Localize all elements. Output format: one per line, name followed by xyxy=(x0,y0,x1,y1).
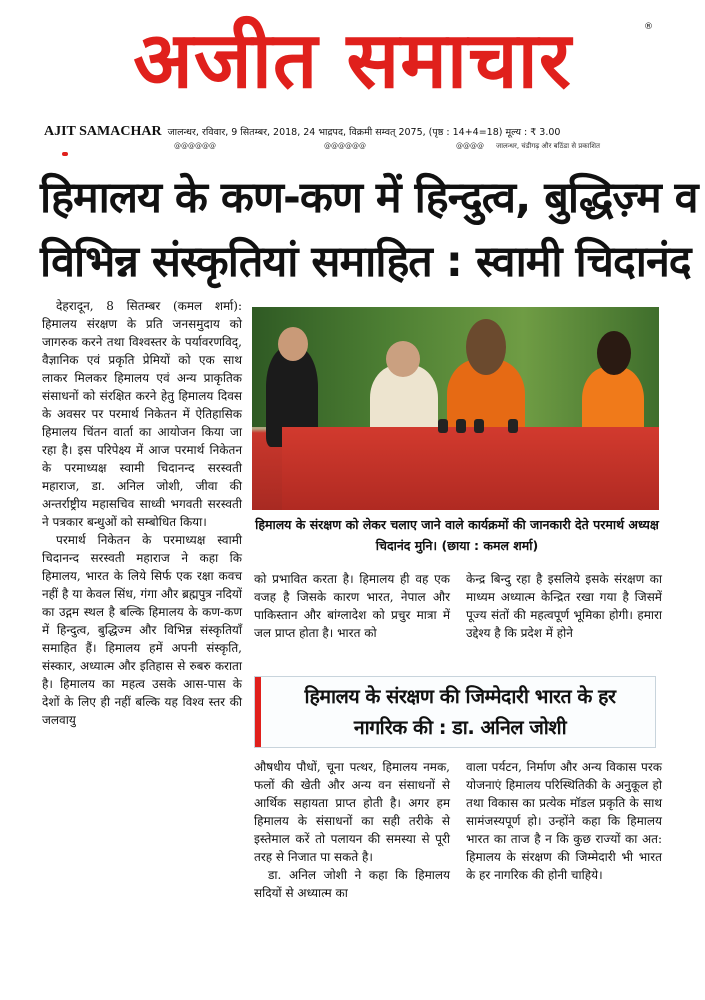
subheadline-accent-bar xyxy=(255,677,261,747)
edition-code-3: @@@@ xyxy=(456,142,484,150)
subheadline-line-2: नागरिक की : डा. अनिल जोशी xyxy=(353,716,567,739)
headline-line-1: हिमालय के कण-कण में हिन्दुत्व, बुद्धिज़्म व xyxy=(40,173,698,223)
article-column-5 xyxy=(466,758,662,884)
microphone xyxy=(474,419,484,433)
photo-caption: हिमालय के संरक्षण को लेकर चलाए जाने वाले कार्यक्रमों की जानकारी देते परमार्थ अध्यक्ष चिदानंद मुनि। (छाया : कमल शर्मा) xyxy=(255,517,659,553)
edition-code-1: @@@@@@ xyxy=(174,142,216,150)
paragraph: वाला पर्यटन, निर्माण और अन्य विकास परक योजनाएं हिमालय परिस्थितिकी के अनुकूल हो तथा विकास का प्रत्येक मॉडल प्रकृति के साथ सामंजस्यपूर्ण हो। उन्होंने कहा कि हिमालय भारत का ताज है न कि कुछ राज्यों का अत: हिमालय के संरक्षण की जिम्मेदारी भी भारत के हर नागरिक की होनी चाहिये। xyxy=(466,760,662,882)
person-2-head xyxy=(386,341,420,377)
red-mark xyxy=(62,152,68,156)
brand-name: AJIT SAMACHAR xyxy=(44,124,162,139)
masthead-title: अजीत समाचार xyxy=(133,16,572,106)
red-table xyxy=(282,427,659,510)
registered-mark: ® xyxy=(644,22,653,32)
article-column-3 xyxy=(466,570,662,642)
subheadline-text xyxy=(265,681,655,743)
microphone xyxy=(508,419,518,433)
person-3-head xyxy=(466,319,506,375)
article-column-2 xyxy=(254,570,450,642)
edition-code-2: @@@@@@ xyxy=(324,142,366,150)
subheadline-box xyxy=(254,676,656,748)
article-column-1 xyxy=(42,297,242,729)
subheadline-line-1: हिमालय के संरक्षण की जिम्मेदारी भारत के हर xyxy=(304,685,616,708)
person-1-head xyxy=(278,327,308,361)
paragraph: केन्द्र बिन्दु रहा है इसलिये इसके संरक्षण का माध्यम अध्यात्म केन्द्रित रखा गया है जिसमें पूज्य संतों की महत्वपूर्ण भूमिका होगी। हमारा उद्देश्य है कि प्रदेश में होने xyxy=(466,572,662,640)
publishing-cities: जालन्धर, चंडीगढ़ और बठिंडा से प्रकाशित xyxy=(496,142,601,150)
paragraph: डा. अनिल जोशी ने कहा कि हिमालय सदियों से अध्यात्म का xyxy=(254,868,450,900)
paragraph: को प्रभावित करता है। हिमालय ही वह एक वजह है जिसके कारण भारत, नेपाल और पाकिस्तान और बांग्लादेश को प्रचुर मात्रा में जल प्राप्त होता है। भारत को xyxy=(254,572,450,640)
news-photo xyxy=(252,307,659,510)
paragraph: औषधीय पौधों, चूना पत्थर, हिमालय नमक, फलों की खेती और अन्य वन संसाधनों से आर्थिक सहायता प्राप्त होती है। अगर हम हिमालय के संसाधनों का सही तरीके से इस्तेमाल करें तो पलायन की समस्या से पूरी तरह से निजात पा सकते है। xyxy=(254,760,450,864)
microphone xyxy=(438,419,448,433)
paragraph: परमार्थ निकेतन के परमाध्यक्ष स्वामी चिदानन्द सरस्वती महाराज ने कहा कि हिमालय, भारत के लिये सिर्फ एक रक्षा कवच नहीं है या केवल सिंध, गंगा और ब्रह्मपुत्र नदियों का उद्गम स्थल है बल्कि हिमालय के कण-कण में हिन्दुत्व, बुद्धिज्म और विभिन्न संस्कृतियाँ समाहित हैं। हिमालय हमें अपनी संस्कृति, संस्कार, अध्यात्म और इतिहास से रुबरु कराता है। हिमालय का महत्व उसके आस-पास के देशों के लिए ही नहीं बल्कि यह विश्व स्तर की जलवायु xyxy=(42,533,242,727)
paragraph: देहरादून, 8 सितम्बर (कमल शर्मा): हिमालय संरक्षण के प्रति जनसमुदाय को जागरुक करने तथा विश्वस्तर के पर्यावरणविद्, वैज्ञानिक एवं प्रकृति प्रेमियों को एक साथ लाकर मिलकर हिमालय एवं अन्य प्राकृतिक संसाधनों को संरक्षित करने हेतु हिमालय दिवस के अवसर पर परमार्थ निकेतन में ऐतिहासिक हिमालय चिंतन वार्ता का आयोजन किया जा रहा है। इस परिपेक्ष्य में आज परमार्थ निकेतन के परमाध्यक्ष स्वामी चिदानन्द सरस्वती महाराज, डा. अनिल जोशी, जीवा की अन्तर्राष्ट्रीय महासचिव साध्वी भगवती सरस्वती ने पत्रकार बन्धुओं को सम्बोधित किया। xyxy=(42,299,242,529)
info-bar xyxy=(44,124,664,140)
microphone xyxy=(456,419,466,433)
article-column-4 xyxy=(254,758,450,902)
person-4-head xyxy=(597,331,631,375)
issue-details: जालन्धर, रविवार, 9 सितम्बर, 2018, 24 भाद्रपद, विक्रमी सम्वत् 2075, (पृष्ठ : 14+4=18) मूल्य : ₹ 3.00 xyxy=(167,127,561,138)
headline-line-2: विभिन्न संस्कृतियां समाहित : स्वामी चिदानंद xyxy=(40,237,691,287)
